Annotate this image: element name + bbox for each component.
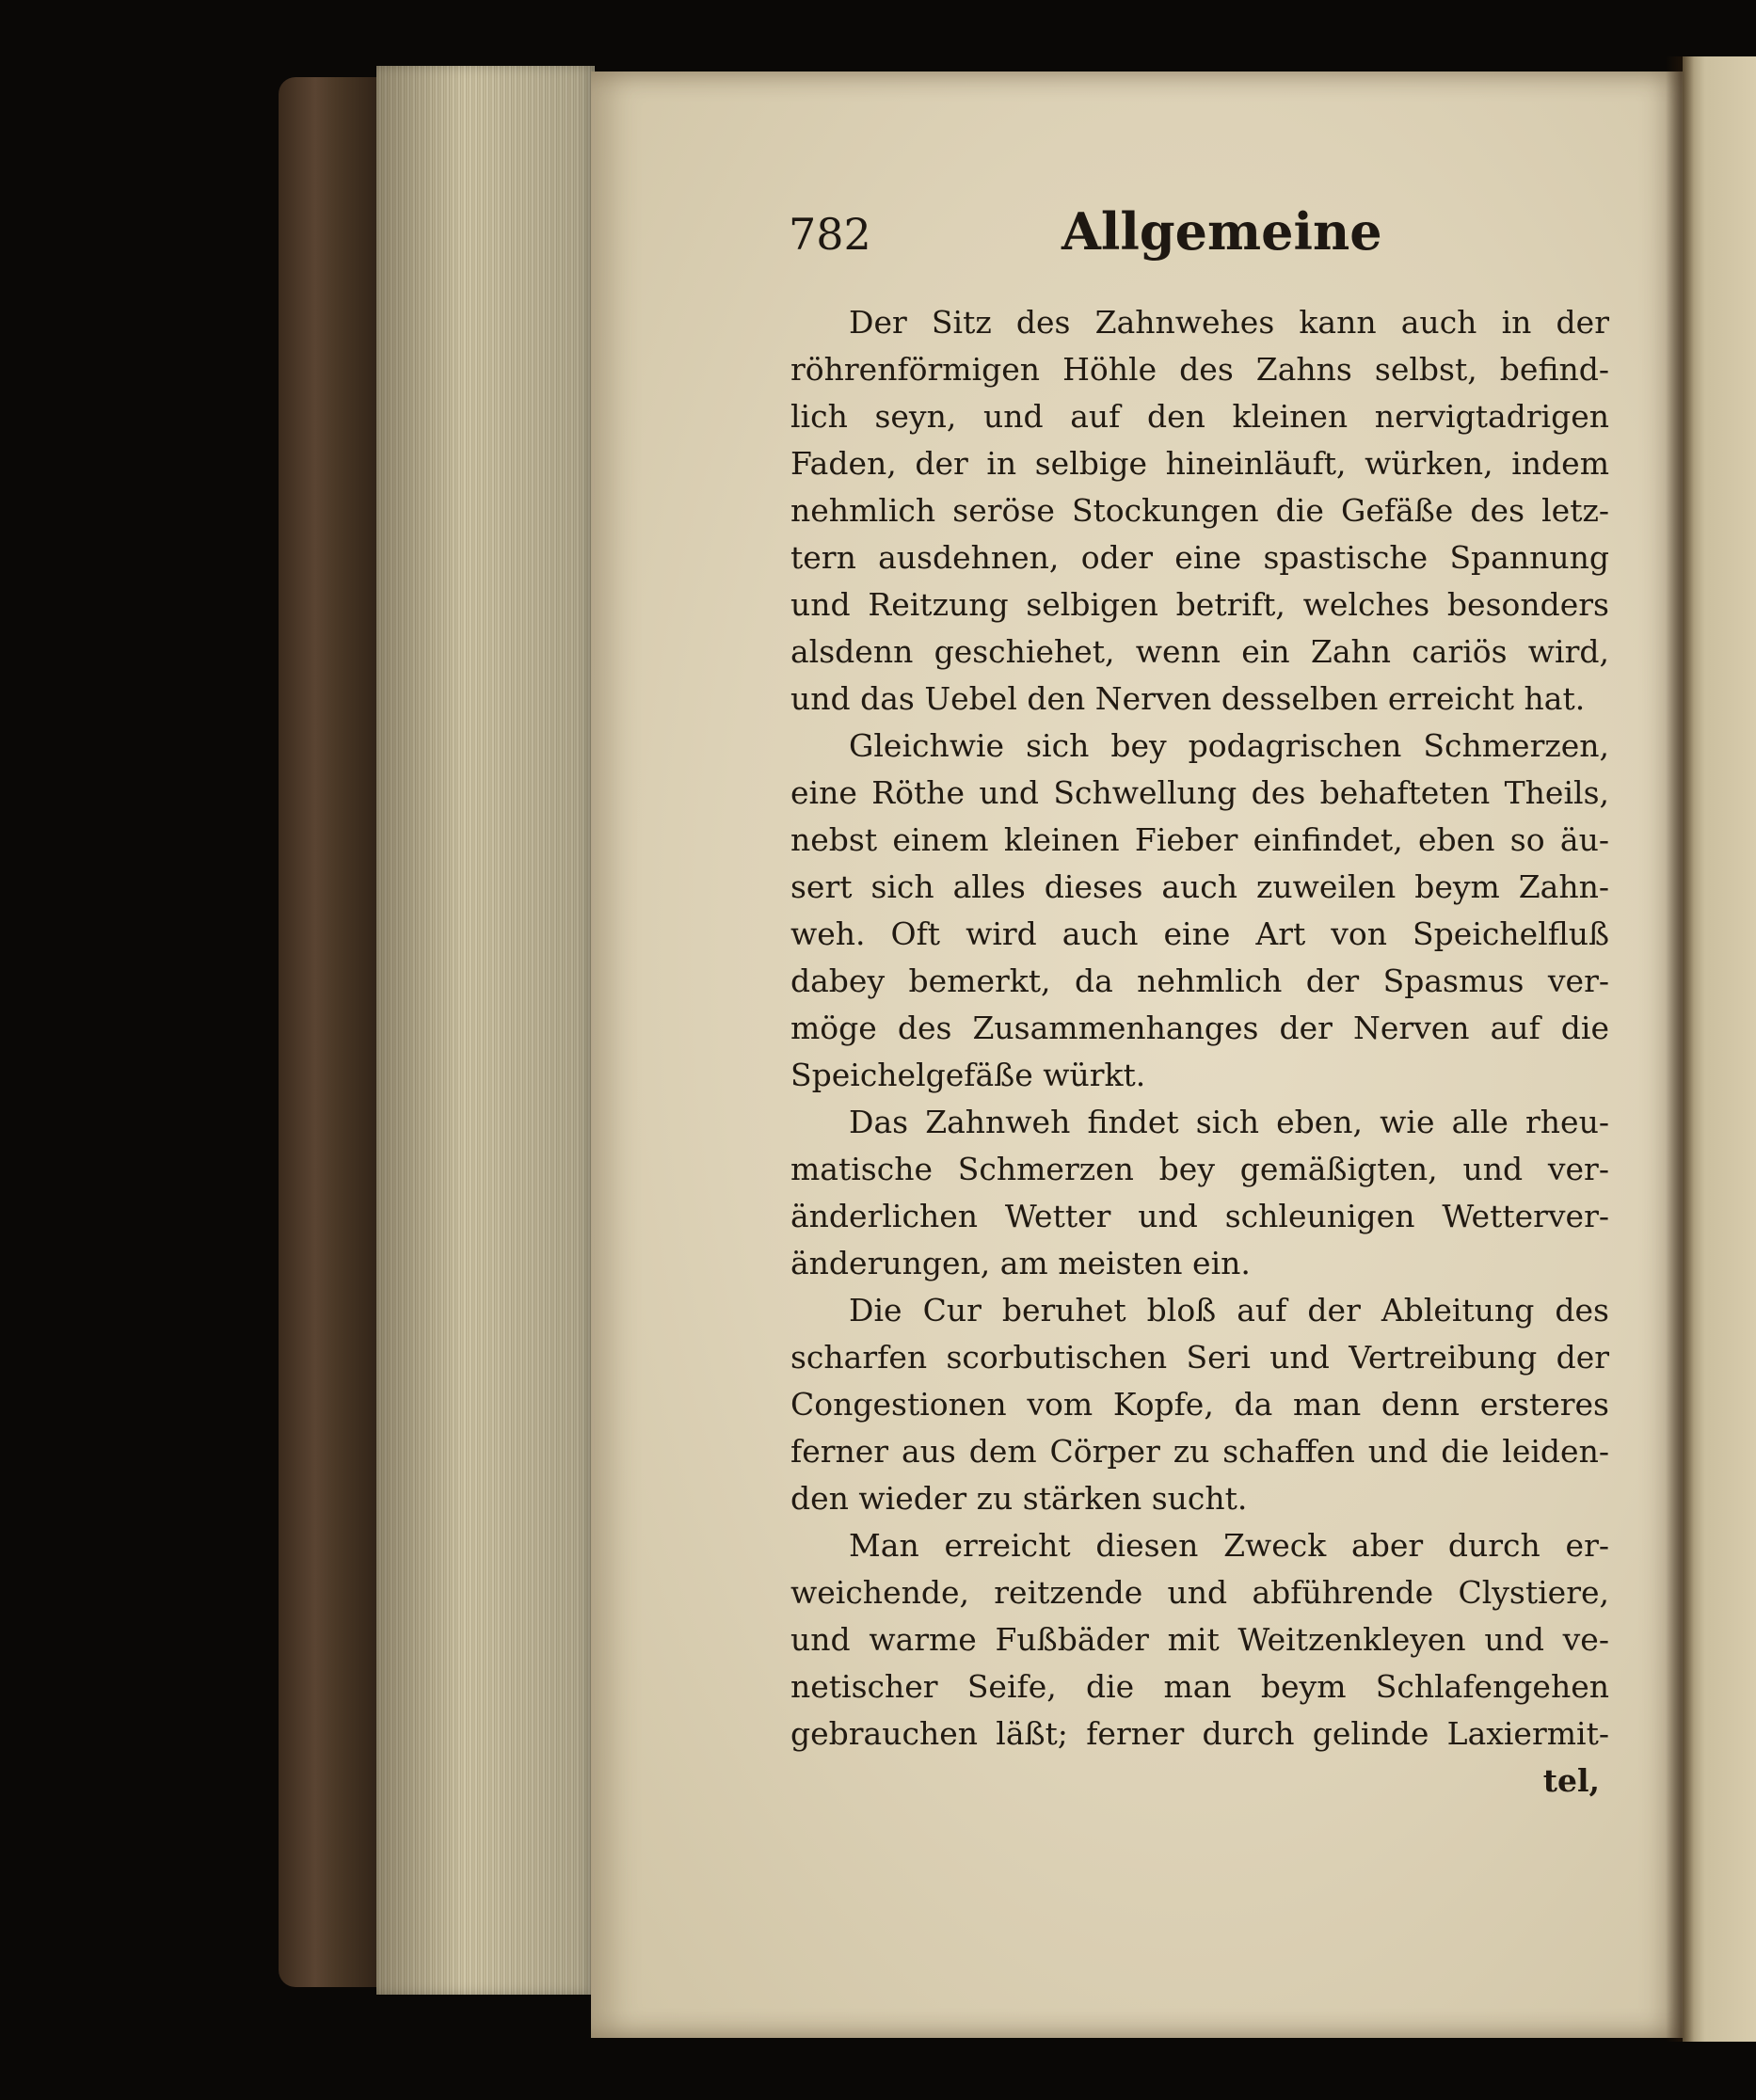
gutter-shadow (1666, 56, 1694, 2042)
text-line: weh. Oft wird auch eine Art von Speichelfluß (790, 915, 1609, 952)
text-line: lich seyn, und auf den kleinen nervigtadrigen (790, 398, 1609, 435)
text-line: und Reitzung selbigen betrift, welches besonders (790, 586, 1609, 623)
body-text (790, 299, 1609, 1805)
text-line: ferner aus dem Cörper zu schaffen und die leiden- (790, 1433, 1609, 1470)
paragraph (790, 299, 1609, 723)
text-line: netischer Seife, die man beym Schlafengehen (790, 1668, 1609, 1705)
text-line: tern ausdehnen, oder eine spastische Spannung (790, 539, 1609, 576)
page-edges-shade (376, 66, 595, 1995)
text-line: Das Zahnweh findet sich eben, wie alle rheu- (849, 1104, 1609, 1140)
paragraph (790, 1522, 1609, 1758)
text-line: Der Sitz des Zahnwehes kann auch in der (849, 304, 1609, 341)
text-line: sert sich alles dieses auch zuweilen beym Zahn- (790, 868, 1609, 905)
text-line: und das Uebel den Nerven desselben erreicht hat. (790, 680, 1586, 717)
text-line: matische Schmerzen bey gemäßigten, und ver- (790, 1151, 1609, 1187)
text-line: gebrauchen läßt; ferner durch gelinde Laxiermit- (790, 1715, 1609, 1752)
catchword: tel, (1542, 1762, 1600, 1799)
text-line: möge des Zusammenhanges der Nerven auf die (790, 1010, 1609, 1046)
text-line: den wieder zu stärken sucht. (790, 1480, 1248, 1517)
text-line: dabey bemerkt, da nehmlich der Spasmus ver- (790, 962, 1609, 999)
text-line: nehmlich seröse Stockungen die Gefäße des letz- (790, 492, 1609, 529)
text-line: Congestionen vom Kopfe, da man denn ersteres (790, 1386, 1609, 1423)
running-title: Allgemeine (1062, 201, 1382, 262)
text-line: und warme Fußbäder mit Weitzenkleyen und ve- (790, 1621, 1609, 1658)
book-spine (279, 77, 384, 1987)
paragraph (790, 1287, 1609, 1522)
text-line: röhrenförmigen Höhle des Zahns selbst, befind- (790, 351, 1609, 388)
text-line: nebst einem kleinen Fieber einfindet, eben so äu- (790, 821, 1609, 858)
running-head (789, 201, 1513, 269)
text-line: Die Cur beruhet bloß auf der Ableitung des (849, 1292, 1609, 1328)
text-line: änderlichen Wetter und schleunigen Wetterver- (790, 1198, 1609, 1234)
text-line: weichende, reitzende und abführende Clystiere, (790, 1574, 1609, 1611)
text-line: scharfen scorbutischen Seri und Vertreibung der (790, 1339, 1609, 1376)
page-number: 782 (789, 209, 871, 260)
text-line: Man erreicht diesen Zweck aber durch er- (849, 1527, 1609, 1564)
text-line: alsdenn geschiehet, wenn ein Zahn cariös wird, (790, 633, 1609, 670)
text-line: Speichelgefäße würkt. (790, 1057, 1146, 1093)
paragraph (790, 1099, 1609, 1287)
paragraph (790, 723, 1609, 1099)
text-line: eine Röthe und Schwellung des behafteten Theils, (790, 774, 1609, 811)
text-line: änderungen, am meisten ein. (790, 1245, 1251, 1281)
text-line: Gleichwie sich bey podagrischen Schmerzen, (849, 727, 1609, 764)
text-line: Faden, der in selbige hineinläuft, würken, indem (790, 445, 1609, 482)
